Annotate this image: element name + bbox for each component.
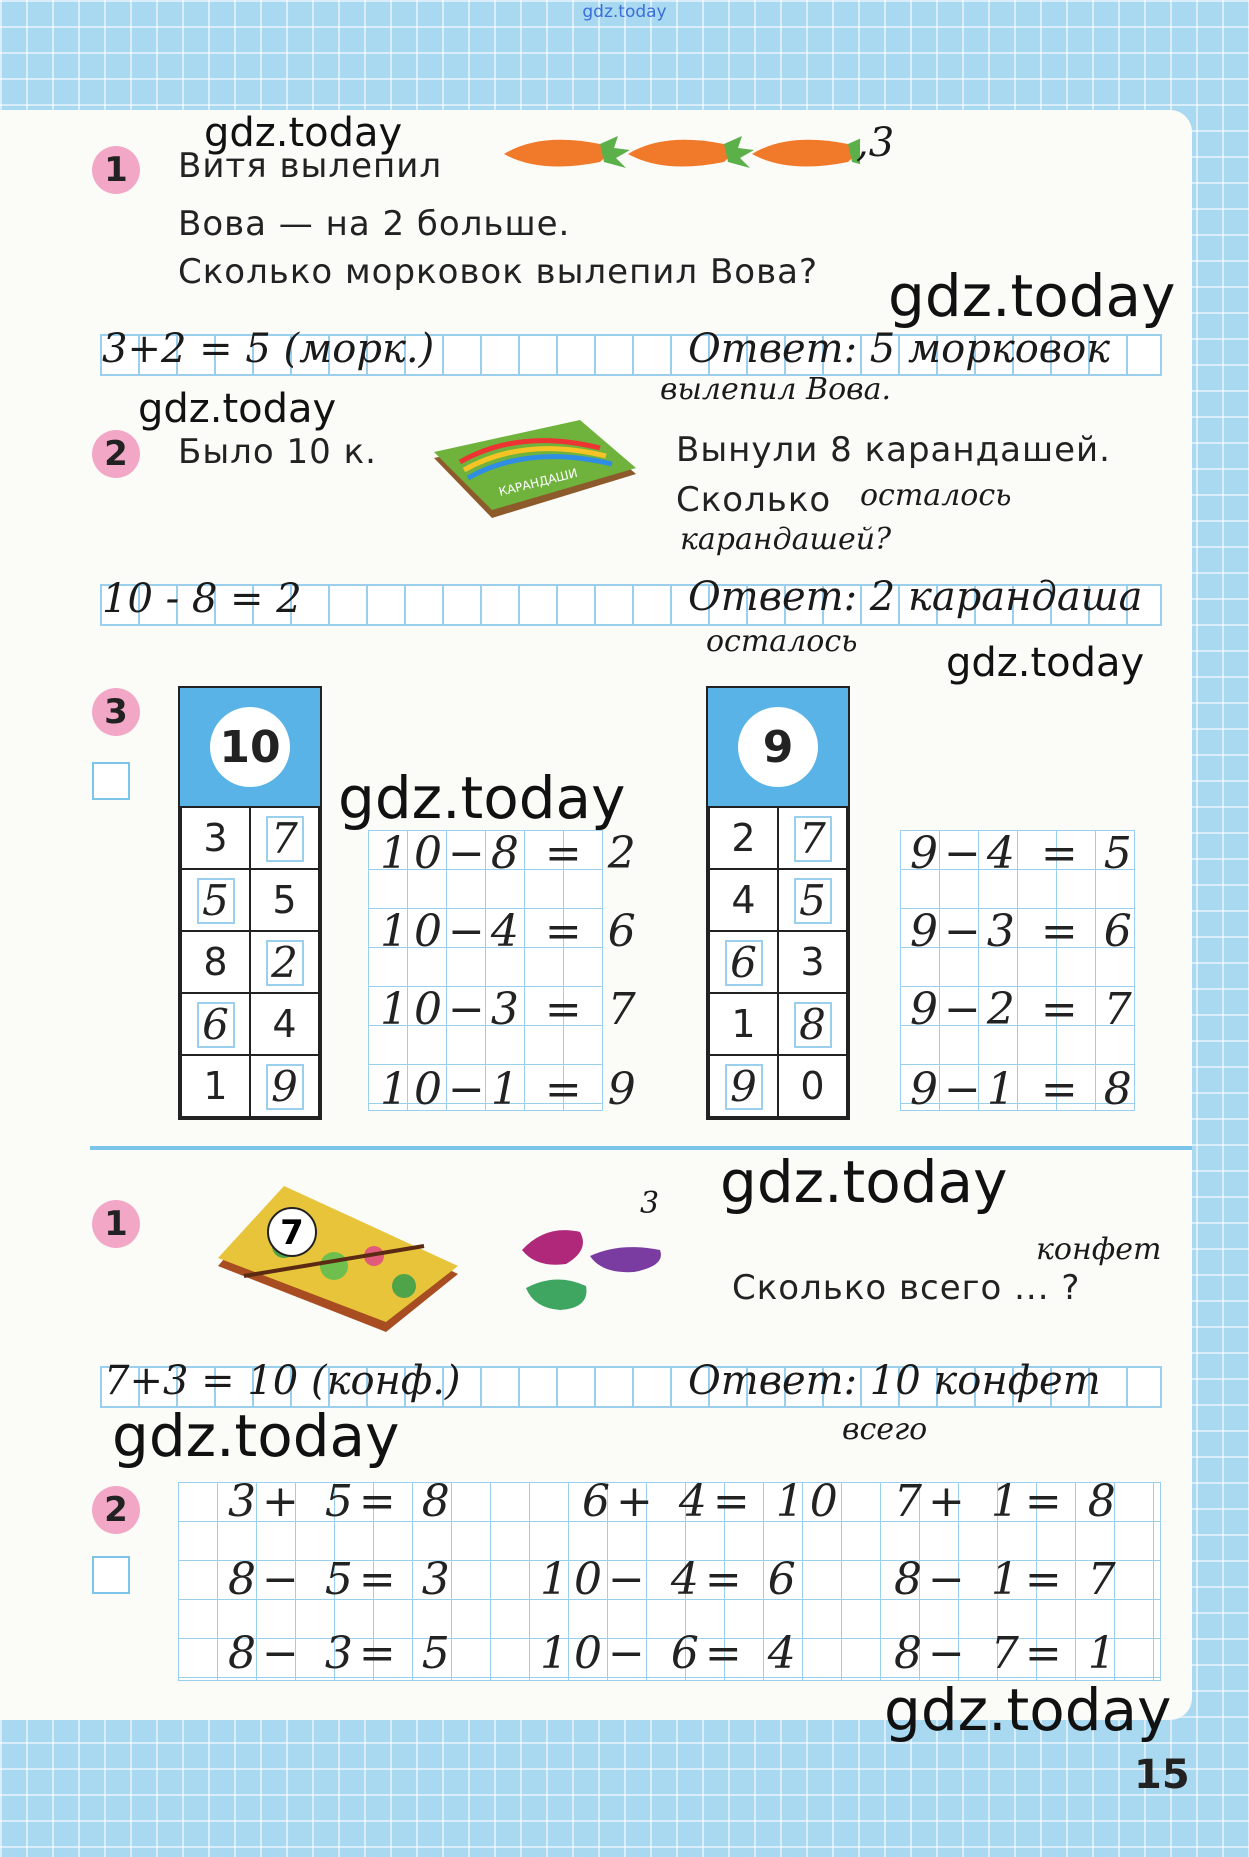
candy-box-count: 7: [280, 1213, 304, 1253]
watermark: gdz.today: [204, 110, 403, 156]
task-text: Сколько всего ... ?: [732, 1268, 1081, 1308]
answer-continuation: вылепил Вова.: [660, 372, 892, 407]
checkbox[interactable]: [92, 1556, 130, 1594]
equation: 8− 7= 1: [894, 1628, 1122, 1679]
watermark: gdz.today: [138, 386, 337, 432]
candies-illustration: [516, 1210, 676, 1320]
solution: 7+3 = 10 (конф.): [104, 1358, 461, 1404]
house-table: 2 7 4 5 6 3 1 8 9 0: [708, 806, 848, 1118]
question-handwritten: осталось: [860, 478, 1012, 513]
equation: 8− 1= 7: [894, 1554, 1122, 1605]
carrot-icon: [504, 136, 630, 168]
carrot-icon: [752, 136, 860, 168]
equation: 9−3 = 6: [910, 906, 1138, 957]
solution: 3+2 = 5 (морк.): [102, 326, 435, 372]
candies-count: 3: [640, 1186, 660, 1221]
candy-box-illustration: [214, 1186, 464, 1336]
task-text: Сколько: [676, 480, 832, 520]
question-handwritten: карандашей?: [680, 522, 892, 557]
answer: Ответ: 5 морковок: [688, 326, 1111, 372]
carrot-icon: [628, 136, 754, 168]
watermark: gdz.today: [112, 1402, 400, 1470]
equation: 10−3 = 7: [380, 984, 642, 1035]
equation: 6+ 4= 10: [582, 1476, 844, 1527]
equation: 9−1 = 8: [910, 1064, 1138, 1115]
equation: 10−1 = 9: [380, 1064, 642, 1115]
task-number: 2: [92, 1486, 140, 1534]
task-text: Вынули 8 карандашей.: [676, 430, 1111, 470]
page-number: 15: [1134, 1752, 1190, 1798]
equation: 8− 5= 3: [228, 1554, 456, 1605]
task-number: 3: [92, 688, 140, 736]
watermark: gdz.today: [946, 640, 1145, 686]
equation: 9−2 = 7: [910, 984, 1138, 1035]
equation: 7+ 1= 8: [894, 1476, 1122, 1527]
task-text: Витя вылепил: [178, 146, 443, 186]
number-house-9: [706, 686, 850, 1120]
equation: 3+ 5= 8: [228, 1476, 456, 1527]
equation: 10− 6= 4: [540, 1628, 802, 1679]
pencil-box-label: КАРАНДАШИ: [497, 465, 579, 499]
equation: 10− 4= 6: [540, 1554, 802, 1605]
section-divider: [90, 1146, 1192, 1150]
task-text: Было 10 к.: [178, 432, 377, 472]
number-house-10: [178, 686, 322, 1120]
equation: 8− 3= 5: [228, 1628, 456, 1679]
equation: 10−8 = 2: [380, 828, 642, 879]
pencil-box-illustration: [430, 418, 640, 522]
task-text: Сколько морковок вылепил Вова?: [178, 252, 818, 292]
equation: 10−4 = 6: [380, 906, 642, 957]
task-text: Вова — на 2 больше.: [178, 204, 571, 244]
watermark: gdz.today: [720, 1148, 1008, 1216]
checkbox[interactable]: [92, 762, 130, 800]
house-table: 3 7 5 5 8 2 6 4 1 9: [180, 806, 320, 1118]
task-number: 1: [92, 1200, 140, 1248]
house-top-number: 10: [210, 707, 290, 787]
task-number: 1: [92, 146, 140, 194]
question-handwritten: конфет: [1036, 1232, 1162, 1267]
watermark: gdz.today: [338, 764, 626, 832]
watermark: gdz.today: [884, 1676, 1172, 1744]
answer-continuation: всего: [842, 1412, 928, 1447]
solution: 10 - 8 = 2: [102, 576, 302, 622]
answer: Ответ: 10 конфет: [688, 1358, 1101, 1404]
answer-continuation: осталось: [706, 624, 858, 659]
equation: 9−4 = 5: [910, 828, 1138, 879]
carrot-count: ,3: [856, 120, 895, 166]
answer: Ответ: 2 карандаша: [688, 574, 1143, 620]
task-number: 2: [92, 430, 140, 478]
carrots-illustration: [500, 130, 860, 178]
watermark: gdz.today: [888, 262, 1176, 330]
house-top-number: 9: [738, 707, 818, 787]
site-watermark: gdz.today: [582, 2, 667, 22]
